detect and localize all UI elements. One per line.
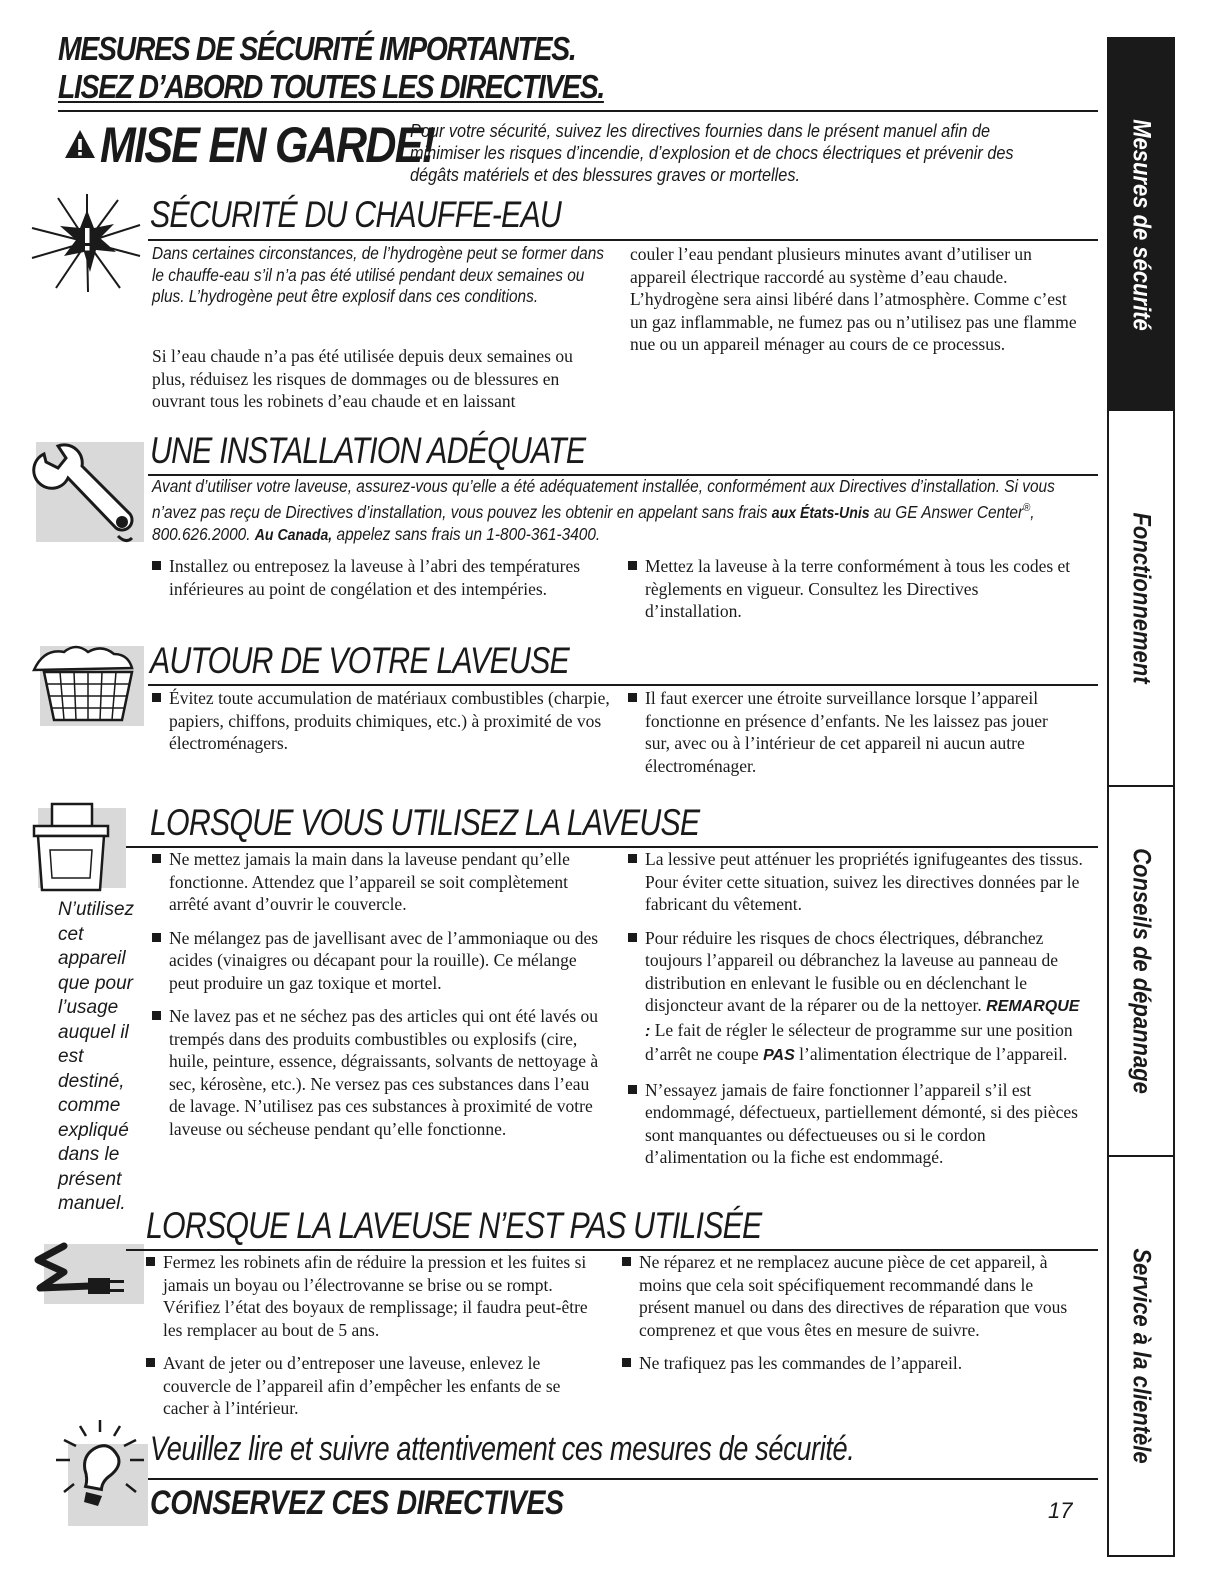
tab-service-a-la-clientele[interactable]: [1107, 1157, 1175, 1557]
around-list-left: [152, 687, 612, 766]
section-title-using: LORSQUE VOUS UTILISEZ LA LAVEUSE: [150, 802, 700, 843]
not-used-list-left: [146, 1251, 608, 1431]
section-title-around: AUTOUR DE VOTRE LAVEUSE: [150, 640, 569, 681]
list-item: Ne réparez et ne remplacez aucune pièce de cet appareil, à moins que cela soit spécifiquement recommandé dans le présent manuel ou dans des directives de réparation que vous comprenez et que vous êtes en mesure de suivre.: [622, 1251, 1077, 1341]
warning-text: Pour votre sécurité, suivez les directives fournies dans le présent manuel afin de minimiser les risques d’incendie, d’explosion et de chocs électriques et prévenir des dégâts matériels et des blessures graves or mortelles.: [410, 120, 1014, 185]
tab-label: Conseils de dépannage: [1127, 848, 1156, 1094]
list-item: Avant de jeter ou d’entreposer une laveuse, enlevez le couvercle de l’appareil afin d’empêcher les enfants de se cacher à l’intérieur.: [146, 1352, 608, 1420]
section-rule: [148, 684, 1098, 686]
using-list-right: [628, 848, 1086, 1180]
installation-list-right: [628, 555, 1073, 634]
list-item: Évitez toute accumulation de matériaux combustibles (charpie, papiers, chiffons, produits chimiques, etc.) à proximité de vos électroménagers.: [152, 687, 612, 755]
footer-rule: [148, 1478, 1098, 1480]
tab-label: Mesures de sécurité: [1127, 119, 1156, 331]
list-item: Ne lavez pas et ne séchez pas des articles qui ont été lavés ou trempés dans des produits combustibles ou explosifs (cire, huile, peinture, essence, dégraissants, solvants de nettoyage à sec, kérosène, etc.). Ne versez pas ces substances dans l’eau de lavage. N’utilisez pas ces substances à proximité de votre laveuse ou sécheuse pendant qu’elle fonctionne.: [152, 1005, 607, 1140]
using-side-note: N’utilisez cet appareil que pour l’usage auquel il est destiné, comme expliqué dans le présent manuel.: [58, 899, 135, 1214]
water-heater-paragraph-right: couler l’eau pendant plusieurs minutes avant d’utiliser un appareil électrique raccordé au système d’eau chaude. L’hydrogène sera ainsi libéré dans l’atmosphère. Comme c’est un gaz inflammable, ne fumez pas ou n’utilisez pas une flamme nue ou un appareil ménager au cours de ce processus.: [630, 244, 1077, 354]
tab-label: Fonctionnement: [1127, 512, 1156, 684]
tab-mesures-de-securite[interactable]: [1107, 37, 1175, 411]
around-list-right: [628, 687, 1073, 788]
list-item: Ne mélangez pas de javellisant avec de l’ammoniaque ou des acides (vinaigres ou décapant pour la rouille). Ce mélange peut produire un gaz toxique et mortel.: [152, 927, 607, 995]
section-title-installation: UNE INSTALLATION ADÉQUATE: [150, 430, 586, 471]
warning-title: MISE EN GARDE!: [100, 117, 435, 173]
installation-list-left: [152, 555, 602, 611]
footer-save-directives: CONSERVEZ CES DIRECTIVES: [150, 1484, 564, 1522]
list-item: Ne trafiquez pas les commandes de l’appareil.: [622, 1352, 1077, 1375]
page-header-line2: LISEZ D’ABORD TOUTES LES DIRECTIVES.: [58, 68, 604, 105]
spark-burst-icon: [28, 190, 146, 300]
section-title-water-heater: SÉCURITÉ DU CHAUFFE-EAU: [150, 194, 561, 235]
list-item: Mettez la laveuse à la terre conformément à tous les codes et règlements en vigueur. Consultez les Directives d’installation.: [628, 555, 1073, 623]
washer-icon: [30, 800, 130, 900]
header-rule: [58, 110, 1098, 112]
footer-read-carefully: Veuillez lire et suivre attentivement ces mesures de sécurité.: [150, 1430, 855, 1468]
list-item: Installez ou entreposez la laveuse à l’abri des températures inférieures au point de congélation et des intempéries.: [152, 555, 602, 600]
list-item: Ne mettez jamais la main dans la laveuse pendant qu’elle fonctionne. Attendez que l’appareil se soit complètement arrêté avant d’ouvrir le couvercle.: [152, 848, 607, 916]
tab-conseils-de-depannage[interactable]: [1107, 787, 1175, 1157]
section-rule: [148, 239, 1098, 241]
water-heater-paragraph-left: Si l’eau chaude n’a pas été utilisée depuis deux semaines ou plus, réduisez les risques de dommages ou de blessures en ouvrant tous les robinets d’eau chaude et en laissant: [152, 346, 573, 411]
warning-triangle-icon: [63, 128, 97, 165]
lightbulb-icon: [50, 1418, 150, 1533]
not-used-list-right: [622, 1251, 1077, 1386]
laundry-basket-icon: [30, 640, 146, 735]
list-item: La lessive peut atténuer les propriétés ignifugeantes des tissus. Pour éviter cette situation, suivez les directives données par le fabricant du vêtement.: [628, 848, 1086, 916]
page-header-line1: MESURES DE SÉCURITÉ IMPORTANTES.: [58, 30, 576, 67]
list-item: N’essayez jamais de faire fonctionner l’appareil s’il est endommagé, défectueux, partiellement démonté, si des pièces sont manquantes ou défectueuses ou si le cordon d’alimentation ou la fiche est endommagé.: [628, 1079, 1086, 1169]
installation-intro: Avant d’utiliser votre laveuse, assurez-vous qu’elle a été adéquatement installée, conformément aux Directives d’installation. Si vous n’avez pas reçu de Directives d’installation, vous pouvez les obtenir en appelant sans frais aux États-Unis au GE Answer Center®, 800.626.2000. Au Canada, appelez sans frais un 1-800-361-3400.: [152, 476, 1055, 544]
page-number: 17: [1048, 1498, 1073, 1523]
section-title-not-used: LORSQUE LA LAVEUSE N’EST PAS UTILISÉE: [146, 1205, 762, 1246]
water-heater-intro: Dans certaines circonstances, de l’hydrogène peut se former dans le chauffe-eau s’il n’a pas été utilisé pendant deux semaines ou plus. L’hydrogène peut être explosif dans ces conditions.: [152, 243, 604, 306]
list-item: Fermez les robinets afin de réduire la pression et les fuites si jamais un boyau ou l’électrovanne se brise ou se rompt. Vérifiez l’état des boyaux de remplissage; il faudra peut-être les remplacer au bout de 5 ans.: [146, 1251, 608, 1341]
list-item: Pour réduire les risques de chocs électriques, débranchez toujours l’appareil ou débranchez la laveuse au panneau de distribution en enlevant le fusible ou en déclenchant le disjoncteur avant de la réparer ou de la nettoyer. REMARQUE : Le fait de régler le sélecteur de programme sur une position d’arrêt ne coupe PAS l’alimentation électrique de l’appareil.: [628, 927, 1086, 1068]
list-item: Il faut exercer une étroite surveillance lorsque l’appareil fonctionne en présence d’enfants. Ne les laissez pas jouer sur, avec ou à l’intérieur de cet appareil ni aucun autre électroménager.: [628, 687, 1073, 777]
tab-label: Service à la clientèle: [1127, 1248, 1156, 1464]
tab-fonctionnement[interactable]: [1107, 411, 1175, 787]
using-list-left: [152, 848, 607, 1151]
wrench-icon: [30, 440, 146, 555]
